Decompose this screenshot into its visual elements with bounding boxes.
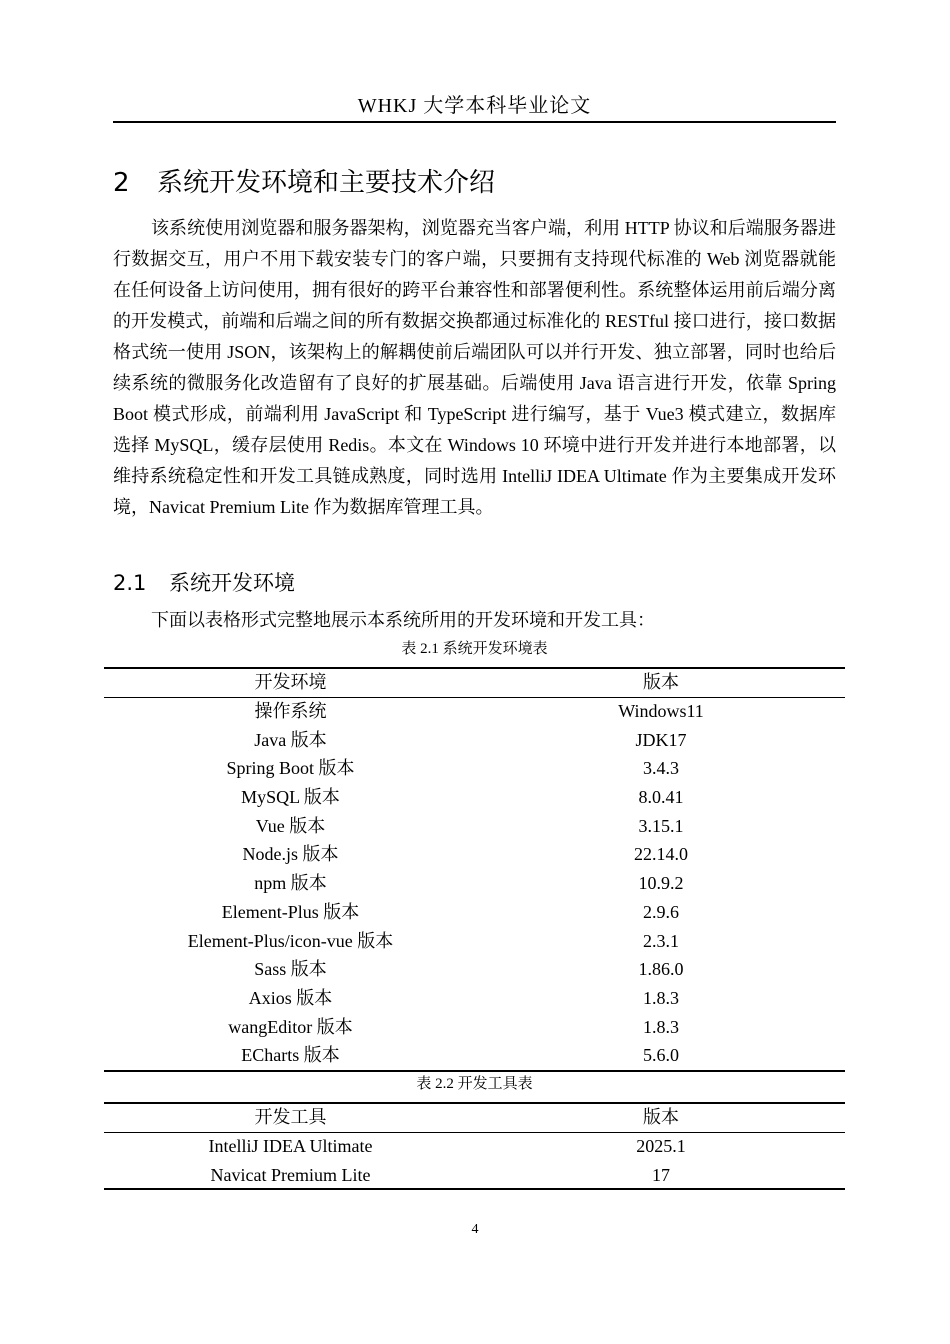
table-cell-version: 10.9.2	[638, 873, 684, 894]
table-cell-name: 操作系统	[254, 701, 327, 722]
table-cell-version: 2025.1	[636, 1136, 686, 1157]
body-paragraph: 该系统使用浏览器和服务器架构，浏览器充当客户端，利用 HTTP 协议和后端服务器进行数据交互，用户不用下载安装专门的客户端，只要拥有支持现代标准的 Web 浏览器就能在任何设备上访问使用，拥有很好的跨平台兼容性和部署便利性。系统整体运用前后端分离的开发模式，前端和后端之间的所有数据交换都通过标准化的 RESTful 接口进行，接口数据格式统一使用 JSON，该架构上的解耦使前后端团队可以并行开发、独立部署，同时也给后续系统的微服务化改造留有了良好的扩展基础。后端使用 Java 语言进行开发，依靠 Spring Boot 模式形成，前端利用 JavaScript 和 TypeScript 进行编写，基于 Vue3 模式建立，数据库选择 MySQL，缓存层使用 Redis。本文在 Windows 10 环境中进行开发并进行本地部署，以维持系统稳定性和开发工具链成熟度，同时选用 IntelliJ IDEA Ultimate 作为主要集成开发环境，Navicat Premium Lite 作为数据库管理工具。	[113, 218, 836, 517]
table-intro-text: 下面以表格形式完整地展示本系统所用的开发环境和开发工具：	[151, 610, 655, 630]
table-cell-name: ECharts 版本	[241, 1045, 340, 1066]
table2-header-row	[104, 1103, 845, 1132]
table-row	[104, 955, 845, 984]
table1-caption: 表 2.1 系统开发环境表	[401, 641, 548, 657]
section-heading	[113, 567, 295, 599]
table1-bottom-rule	[104, 1070, 845, 1072]
table1-header-row	[104, 668, 845, 697]
table-cell-version: 5.6.0	[643, 1045, 679, 1066]
table-row	[104, 898, 845, 927]
table-cell-name: Axios 版本	[248, 987, 333, 1008]
table-cell-version: 22.14.0	[634, 844, 688, 865]
table-cell-name: Spring Boot 版本	[226, 758, 355, 779]
table-cell-name: npm 版本	[254, 873, 327, 894]
table1	[104, 668, 845, 1070]
table1-header-cell: 版本	[643, 672, 679, 693]
table2	[104, 1103, 845, 1189]
chapter-title: 系统开发环境和主要技术介绍	[157, 168, 496, 198]
table2-header-cell: 开发工具	[254, 1107, 327, 1128]
table-row	[104, 1041, 845, 1070]
table-row	[104, 725, 845, 754]
header-rule	[113, 121, 836, 123]
table-cell-version: 1.86.0	[638, 959, 684, 980]
table-cell-version: 1.8.3	[643, 1016, 679, 1037]
table-cell-version: 2.9.6	[643, 901, 679, 922]
page-number: 4	[471, 1222, 479, 1237]
table-cell-version: 2.3.1	[643, 930, 679, 951]
section-number: 2.1	[113, 571, 147, 595]
table-cell-version: Windows11	[618, 701, 704, 722]
table-row	[104, 811, 845, 840]
section-title: 系统开发环境	[169, 571, 295, 595]
table-cell-version: 17	[652, 1164, 670, 1185]
table-cell-name: wangEditor 版本	[228, 1016, 353, 1037]
table-cell-name: Java 版本	[254, 729, 327, 750]
table-row	[104, 754, 845, 783]
table-cell-name: MySQL 版本	[241, 787, 340, 808]
table2-bottom-rule	[104, 1188, 845, 1190]
table-cell-name: IntelliJ IDEA Ultimate	[208, 1136, 373, 1157]
running-header: WHKJ 大学本科毕业论文	[357, 95, 592, 117]
table-cell-name: Element-Plus/icon-vue 版本	[187, 930, 394, 951]
table-row	[104, 1012, 845, 1041]
table-cell-version: 3.15.1	[638, 815, 684, 836]
table-row	[104, 926, 845, 955]
table1-header-cell: 开发环境	[254, 672, 327, 693]
table2-header-cell: 版本	[643, 1107, 679, 1128]
table-cell-version: 3.4.3	[643, 758, 679, 779]
table-cell-version: JDK17	[635, 729, 687, 750]
table-row	[104, 1160, 845, 1189]
table-cell-name: Sass 版本	[254, 959, 327, 980]
table-row	[104, 984, 845, 1013]
table-row	[104, 1132, 845, 1161]
table-cell-name: Element-Plus 版本	[221, 901, 360, 922]
table2-caption: 表 2.2 开发工具表	[416, 1076, 533, 1092]
table-cell-name: Vue 版本	[255, 815, 326, 836]
table-cell-name: Navicat Premium Lite	[210, 1164, 371, 1185]
table-row	[104, 869, 845, 898]
chapter-heading	[113, 165, 495, 201]
table-row	[104, 697, 845, 726]
table-cell-version: 1.8.3	[643, 987, 679, 1008]
table-cell-version: 8.0.41	[638, 787, 684, 808]
table-row	[104, 783, 845, 812]
chapter-number: 2	[113, 168, 130, 198]
table-cell-name: Node.js 版本	[242, 844, 339, 865]
table-row	[104, 840, 845, 869]
